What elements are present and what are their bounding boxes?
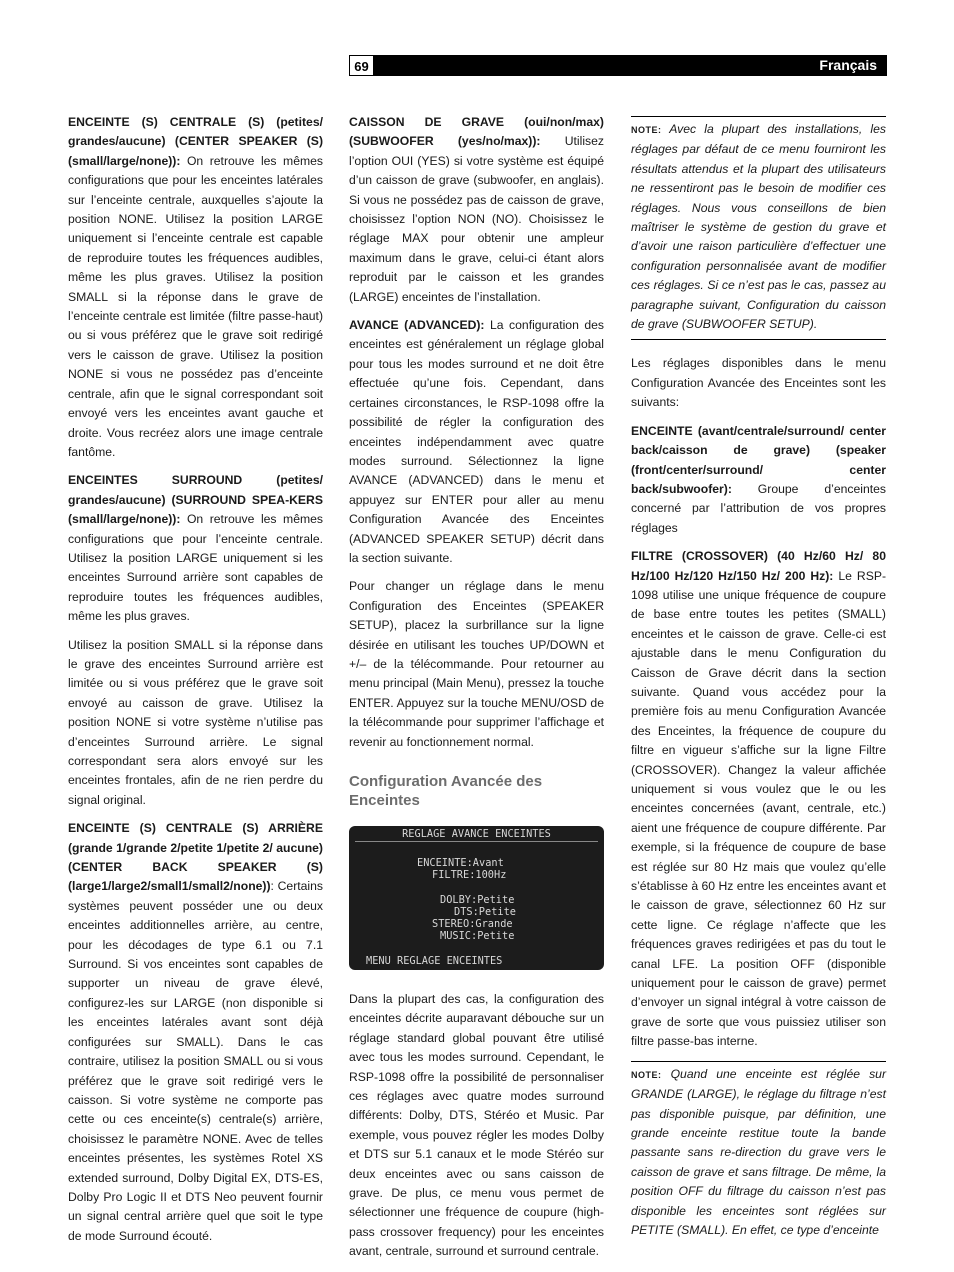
paragraph-text: Groupe d’enceintes concerné par l’attribution de vos propres réglages bbox=[631, 481, 886, 535]
paragraph-text: : Certains systèmes peuvent posséder une ou deux enceintes additionnelles arrière, au centre, pour les décodages de type 6.1 ou 7.1 Surround. Si vos enceintes sont capables de supporter un niveau de grave élevé, configurez-les sur LARGE (non disponible si les enceintes latérales avant sont déjà configurées sur SMALL). Dans le cas contraire, utilisez la position SMALL ou si vous préférez que le grave soit redirigé vers le caisson. Si votre système ne comporte pas cette ou ces enceinte(s) centrale(s) arrière, choisissez le paramètre NONE. Avec de telles enceintes présentes, les systèmes Rotel XS extended surround, Dolby Digital EX, DTS-ES, Dolby Pro Logic II et DTS Neo peuvent fournir un signal central arrière quel que soit le type de mode Surround écouté. bbox=[68, 879, 323, 1243]
paragraph-surround-small: Utilisez la position SMALL si la réponse dans le grave des enceintes Surround arrière est limitée ou si vous préférez que le grave soit envoyé au caisson de grave. Utilisez la position NONE si votre système n’utilise pas d’enceintes Surround arrière. Le signal correspondant sera alors envoyé sur les enceintes frontales, afin de ne rien perdre du signal original. bbox=[68, 637, 323, 807]
paragraph-advanced-config: Dans la plupart des cas, la configuration des enceintes décrite auparavant débouche sur un réglage standard global pouvant être utilisé avec tous les modes surround. Cependant, le RSP-1098 offre la possibilité de personnaliser ces réglages avec quatre modes surround différents: Dolby, DTS, Stéréo et Music. Par exemple, vous pouvez régler les modes Dolby et DTS sur 5.1 canaux et le mode Stéréo sur deux enceintes avec ou sans caisson de grave. De plus, ce menu vous permet de sélectionner une fréquence de coupure (high-pass crossover frequency) pour les enceintes avant, centrale, surround et surround centrale. bbox=[349, 992, 604, 1259]
page-header-bar bbox=[349, 55, 887, 76]
language-label: Français bbox=[819, 57, 877, 73]
paragraph-crossover bbox=[631, 547, 886, 1052]
paragraph-text: On retrouve les mêmes configurations que pour les enceintes latérales sur l’enceinte centrale, auxquelles s’ajoute la position NONE. Utilisez la position LARGE uniquement si l’enceinte centrale est capable de reproduire toutes les fréquences audibles, même les plus graves. Utilisez la position SMALL si la réponse dans le grave de l’enceinte centrale est limitée (filtre passe-haut) ou si vous préférez que le grave soit redirigé vers le caisson de grave. Utilisez la position NONE si vous ne possédez pas d’enceinte centrale, afin que le signal correspondant soit envoyé vers les enceintes avant gauche et droite. Vous recréez alors une image centrale fantôme. bbox=[68, 153, 323, 459]
osd-line-dts: DTS:Petite bbox=[454, 906, 516, 918]
note-label: NOTE: bbox=[631, 125, 662, 135]
paragraph-text: Utilisez l’option OUI (YES) si votre système est équipé d’un caisson de grave (subwoofer, en anglais). Si vous ne possédez pas de caisson de grave, choisissez l’option NON (NO). Choisissez le réglage MAX pour obtenir une ampleur maximum dans le grave, celui-ci étant alors reproduit par le caisson et les grandes (LARGE) enceintes de l’installation. bbox=[349, 134, 604, 304]
paragraph-advanced bbox=[349, 316, 604, 568]
paragraph-heading: ENCEINTES SURROUND (petites/ grandes/aucune) (SURROUND SPEA-KERS (small/large/none)): bbox=[68, 473, 323, 527]
column-right bbox=[631, 116, 886, 1259]
paragraph-heading: FILTRE (CROSSOVER) (40 Hz/60 Hz/ 80 Hz/100 Hz/120 Hz/150 Hz/ 200 Hz): bbox=[631, 549, 886, 583]
paragraph-speaker bbox=[631, 422, 886, 538]
paragraph-heading: ENCEINTE (avant/centrale/surround/ center back/caisson de grave) (speaker (front/center/surround/ center back/subwoofer): bbox=[631, 423, 886, 496]
page-number: 69 bbox=[349, 55, 374, 76]
paragraph-heading: ENCEINTE (S) CENTRALE (S) (petites/ grandes/aucune) (CENTER SPEAKER (S) (small/large/none)): bbox=[68, 115, 323, 168]
note-box bbox=[631, 1061, 886, 1246]
column-middle bbox=[349, 113, 604, 1271]
paragraph-heading: ENCEINTE (S) CENTRALE (S) ARRIÈRE (grande 1/grande 2/petite 1/petite 2/ aucune) (CENTER BACK SPEAKER (S) (large1/large2/small1/small2/none)) bbox=[68, 821, 323, 894]
note-label: NOTE: bbox=[631, 1069, 662, 1080]
osd-line-music: MUSIC:Petite bbox=[440, 930, 515, 942]
note-box bbox=[631, 116, 886, 340]
osd-line-speaker: ENCEINTE:Avant bbox=[417, 857, 504, 869]
osd-title: REGLAGE AVANCE ENCEINTES bbox=[355, 828, 598, 842]
osd-line-crossover: FILTRE:100Hz bbox=[432, 869, 507, 881]
paragraph-text: On retrouve les mêmes configurations que pour l’enceinte centrale. Utilisez la position LARGE uniquement si les enceintes Surround arrière sont capables de reproduire toutes les fréquences audibles, même les plus graves. bbox=[68, 512, 323, 624]
column-left bbox=[68, 113, 323, 1255]
paragraph-text: Le RSP-1098 utilise une unique fréquence de coupure de base entre toutes les petites (SMALL) enceintes et le caisson de grave. Celle-ci est ajustable dans le menu Configuration du Caisson de Grave décrit dans la section suivante. Quand vous accédez pour la première fois au menu Configuration Avancée des Enceintes, la fréquence de coupure du filtre en vigueur s’affiche sur la ligne Filtre (CROSSOVER). Changez la valeur affichée uniquement si vous voulez que le ou les enceintes concernées (avant, centrale, etc.) aient une fréquence de coupure différente. Par exemple, si la fréquence de coupure de base est réglée sur 80 Hz mais que voulez qu’elle s’établisse à 60 Hz entre les enceintes avant et le caisson de grave, sélectionnez 60 Hz sur cette ligne. Ce réglage n’affecte que les fréquences graves redirigées et pas du tout le canal LFE. La position OFF (disponible uniquement pour le caisson de grave) permet d’envoyer un signal intégral à votre caisson de grave de sorte que vous puissiez utiliser son filtre passe-bas interne. bbox=[631, 568, 887, 1049]
paragraph-center-back-speaker bbox=[68, 819, 323, 1246]
osd-line-stereo: STEREO:Grande bbox=[432, 918, 513, 930]
note-text: Quand une enceinte est réglée sur GRANDE (LARGE), le réglage du filtrage n’est pas disponible puisque, par définition, une grande enceinte restitue toute la bande passante sans re-direction du grave vers le caisson de grave et sans filtrage. De même, la position OFF du filtrage du caisson n’est pas disponible les enceintes sont réglées sur PETITE (SMALL). En effet, ce type d’enceinte bbox=[631, 1066, 886, 1237]
paragraph-available-settings: Les réglages disponibles dans le menu Configuration Avancée des Enceintes sont les suivants: bbox=[631, 356, 886, 410]
osd-line-dolby: DOLBY:Petite bbox=[440, 894, 515, 906]
paragraph-center-speaker bbox=[68, 113, 323, 462]
paragraph-surround-speakers bbox=[68, 471, 323, 626]
osd-footer: MENU REGLAGE ENCEINTES bbox=[366, 955, 503, 967]
paragraph-subwoofer bbox=[349, 113, 604, 307]
osd-screen bbox=[349, 826, 604, 970]
paragraph-text: La configuration des enceintes est généralement un réglage global pour tous les modes surround et ne doit être effectuée qu’une fois. Cependant, dans certaines circonstances, le RSP-1098 offre la possibilité de régler la configuration des enceintes indépendamment avec quatre modes surround. Sélectionnez la ligne AVANCE (ADVANCED) dans le menu et appuyez sur ENTER pour aller au menu Configuration Avancée des Enceintes (ADVANCED SPEAKER SETUP) décrit dans la section suivante. bbox=[349, 318, 604, 565]
paragraph-heading: AVANCE (ADVANCED): bbox=[349, 318, 485, 333]
paragraph-heading: CAISSON DE GRAVE (oui/non/max) (SUBWOOFER (yes/no/max)): bbox=[349, 115, 604, 149]
paragraph-change-setting: Pour changer un réglage dans le menu Configuration des Enceintes (SPEAKER SETUP), placez la surbrillance sur la ligne désirée en utilisant les touches UP/DOWN et +/– de la télécommande. Pour retourner au menu principal (Main Menu), pressez la touche ENTER. Appuyez sur la touche MENU/OSD de la télécommande pour supprimer l’affichage et revenir au fonctionnement normal. bbox=[349, 579, 604, 749]
note-text: Avec la plupart des installations, les réglages par défaut de ce menu fourniront les résultats attendus et la plupart des utilisateurs ne ressentiront pas le besoin de modifier ces réglages. Nous vous conseillons de bien maîtriser le système de gestion du grave et d’avoir une raison particulière d’effectuer une configuration personnalisée avant de modifier ces réglages. Si ce n’est pas le cas, passez au paragraphe suivant, Configuration du caisson de grave (SUBWOOFER SETUP). bbox=[631, 122, 886, 332]
section-title: Configuration Avancée des Enceintes bbox=[349, 773, 543, 809]
